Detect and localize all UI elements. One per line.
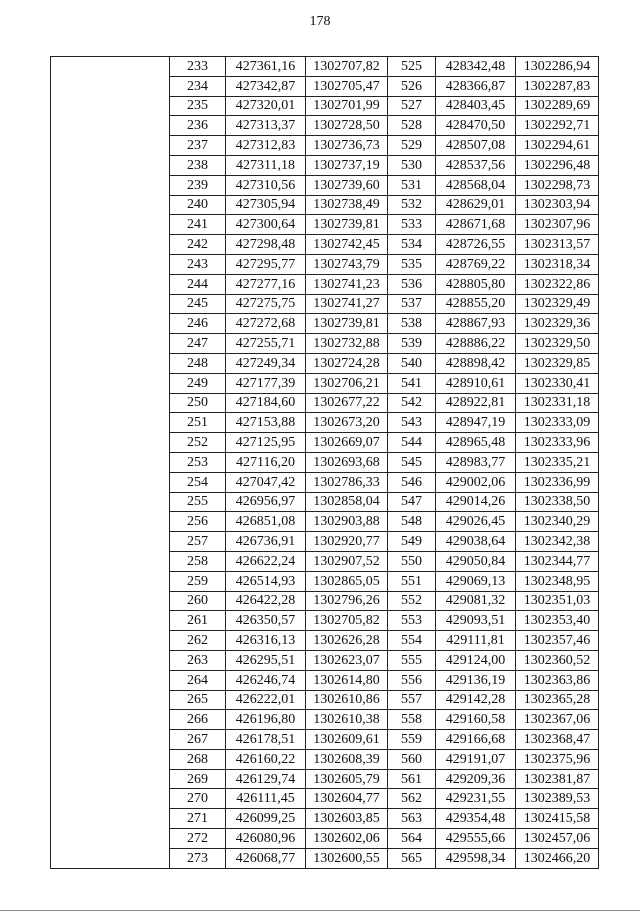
x-coordinate-cell: 427249,34 [226, 353, 306, 373]
y-coordinate-cell: 1302705,82 [306, 611, 388, 631]
y-coordinate-cell: 1302610,38 [306, 710, 388, 730]
y-coordinate-cell: 1302739,60 [306, 175, 388, 195]
x-coordinate-cell: 427177,39 [226, 373, 306, 393]
y-coordinate-cell: 1302340,29 [516, 512, 599, 532]
point-number-cell: 565 [388, 848, 436, 868]
x-coordinate-cell: 426514,93 [226, 571, 306, 591]
x-coordinate-cell: 427277,16 [226, 274, 306, 294]
x-coordinate-cell: 426246,74 [226, 670, 306, 690]
point-number-cell: 549 [388, 532, 436, 552]
y-coordinate-cell: 1302707,82 [306, 57, 388, 77]
y-coordinate-cell: 1302318,34 [516, 254, 599, 274]
x-coordinate-cell: 427298,48 [226, 235, 306, 255]
point-number-cell: 257 [170, 532, 226, 552]
x-coordinate-cell: 429354,48 [436, 809, 516, 829]
point-number-cell: 531 [388, 175, 436, 195]
x-coordinate-cell: 426316,13 [226, 631, 306, 651]
point-number-cell: 555 [388, 650, 436, 670]
y-coordinate-cell: 1302331,18 [516, 393, 599, 413]
y-coordinate-cell: 1302351,03 [516, 591, 599, 611]
y-coordinate-cell: 1302741,23 [306, 274, 388, 294]
point-number-cell: 239 [170, 175, 226, 195]
point-number-cell: 528 [388, 116, 436, 136]
y-coordinate-cell: 1302296,48 [516, 155, 599, 175]
point-number-cell: 260 [170, 591, 226, 611]
x-coordinate-cell: 427361,16 [226, 57, 306, 77]
point-number-cell: 564 [388, 829, 436, 849]
x-coordinate-cell: 427255,71 [226, 334, 306, 354]
y-coordinate-cell: 1302329,50 [516, 334, 599, 354]
x-coordinate-cell: 427272,68 [226, 314, 306, 334]
x-coordinate-cell: 429038,64 [436, 532, 516, 552]
point-number-cell: 247 [170, 334, 226, 354]
point-number-cell: 235 [170, 96, 226, 116]
coordinates-table [50, 56, 599, 869]
x-coordinate-cell: 429136,19 [436, 670, 516, 690]
x-coordinate-cell: 426851,08 [226, 512, 306, 532]
point-number-cell: 238 [170, 155, 226, 175]
point-number-cell: 241 [170, 215, 226, 235]
point-number-cell: 245 [170, 294, 226, 314]
point-number-cell: 272 [170, 829, 226, 849]
point-number-cell: 236 [170, 116, 226, 136]
x-coordinate-cell: 426178,51 [226, 730, 306, 750]
y-coordinate-cell: 1302738,49 [306, 195, 388, 215]
y-coordinate-cell: 1302728,50 [306, 116, 388, 136]
x-coordinate-cell: 427305,94 [226, 195, 306, 215]
y-coordinate-cell: 1302705,47 [306, 76, 388, 96]
y-coordinate-cell: 1302626,28 [306, 631, 388, 651]
y-coordinate-cell: 1302357,46 [516, 631, 599, 651]
y-coordinate-cell: 1302739,81 [306, 314, 388, 334]
y-coordinate-cell: 1302743,79 [306, 254, 388, 274]
x-coordinate-cell: 429231,55 [436, 789, 516, 809]
point-number-cell: 546 [388, 472, 436, 492]
point-number-cell: 556 [388, 670, 436, 690]
y-coordinate-cell: 1302903,88 [306, 512, 388, 532]
y-coordinate-cell: 1302298,73 [516, 175, 599, 195]
x-coordinate-cell: 429093,51 [436, 611, 516, 631]
x-coordinate-cell: 428470,50 [436, 116, 516, 136]
point-number-cell: 536 [388, 274, 436, 294]
x-coordinate-cell: 428805,80 [436, 274, 516, 294]
point-number-cell: 267 [170, 730, 226, 750]
y-coordinate-cell: 1302294,61 [516, 136, 599, 156]
x-coordinate-cell: 427310,56 [226, 175, 306, 195]
point-number-cell: 253 [170, 452, 226, 472]
x-coordinate-cell: 426196,80 [226, 710, 306, 730]
point-number-cell: 270 [170, 789, 226, 809]
point-number-cell: 541 [388, 373, 436, 393]
x-coordinate-cell: 428342,48 [436, 57, 516, 77]
point-number-cell: 263 [170, 650, 226, 670]
y-coordinate-cell: 1302457,06 [516, 829, 599, 849]
x-coordinate-cell: 426129,74 [226, 769, 306, 789]
x-coordinate-cell: 428769,22 [436, 254, 516, 274]
point-number-cell: 251 [170, 413, 226, 433]
point-number-cell: 560 [388, 749, 436, 769]
y-coordinate-cell: 1302342,38 [516, 532, 599, 552]
y-coordinate-cell: 1302313,57 [516, 235, 599, 255]
x-coordinate-cell: 426350,57 [226, 611, 306, 631]
y-coordinate-cell: 1302614,80 [306, 670, 388, 690]
point-number-cell: 543 [388, 413, 436, 433]
y-coordinate-cell: 1302368,47 [516, 730, 599, 750]
y-coordinate-cell: 1302415,58 [516, 809, 599, 829]
y-coordinate-cell: 1302603,85 [306, 809, 388, 829]
point-number-cell: 538 [388, 314, 436, 334]
point-number-cell: 242 [170, 235, 226, 255]
x-coordinate-cell: 426622,24 [226, 551, 306, 571]
x-coordinate-cell: 427295,77 [226, 254, 306, 274]
x-coordinate-cell: 429050,84 [436, 551, 516, 571]
x-coordinate-cell: 429142,28 [436, 690, 516, 710]
y-coordinate-cell: 1302329,49 [516, 294, 599, 314]
point-number-cell: 273 [170, 848, 226, 868]
x-coordinate-cell: 429160,58 [436, 710, 516, 730]
point-number-cell: 259 [170, 571, 226, 591]
x-coordinate-cell: 427153,88 [226, 413, 306, 433]
y-coordinate-cell: 1302608,39 [306, 749, 388, 769]
point-number-cell: 246 [170, 314, 226, 334]
y-coordinate-cell: 1302330,41 [516, 373, 599, 393]
y-coordinate-cell: 1302600,55 [306, 848, 388, 868]
point-number-cell: 554 [388, 631, 436, 651]
y-coordinate-cell: 1302623,07 [306, 650, 388, 670]
x-coordinate-cell: 427313,37 [226, 116, 306, 136]
point-number-cell: 553 [388, 611, 436, 631]
table-row [51, 57, 599, 77]
point-number-cell: 537 [388, 294, 436, 314]
blank-merged-cell [51, 57, 170, 869]
point-number-cell: 527 [388, 96, 436, 116]
point-number-cell: 563 [388, 809, 436, 829]
point-number-cell: 561 [388, 769, 436, 789]
x-coordinate-cell: 428366,87 [436, 76, 516, 96]
point-number-cell: 548 [388, 512, 436, 532]
y-coordinate-cell: 1302287,83 [516, 76, 599, 96]
x-coordinate-cell: 427342,87 [226, 76, 306, 96]
y-coordinate-cell: 1302289,69 [516, 96, 599, 116]
y-coordinate-cell: 1302677,22 [306, 393, 388, 413]
y-coordinate-cell: 1302858,04 [306, 492, 388, 512]
x-coordinate-cell: 427116,20 [226, 452, 306, 472]
point-number-cell: 269 [170, 769, 226, 789]
y-coordinate-cell: 1302307,96 [516, 215, 599, 235]
x-coordinate-cell: 429002,06 [436, 472, 516, 492]
x-coordinate-cell: 428855,20 [436, 294, 516, 314]
y-coordinate-cell: 1302338,50 [516, 492, 599, 512]
x-coordinate-cell: 429191,07 [436, 749, 516, 769]
y-coordinate-cell: 1302706,21 [306, 373, 388, 393]
x-coordinate-cell: 428403,45 [436, 96, 516, 116]
table-body [51, 57, 599, 869]
y-coordinate-cell: 1302303,94 [516, 195, 599, 215]
y-coordinate-cell: 1302365,28 [516, 690, 599, 710]
point-number-cell: 265 [170, 690, 226, 710]
x-coordinate-cell: 428910,61 [436, 373, 516, 393]
y-coordinate-cell: 1302381,87 [516, 769, 599, 789]
point-number-cell: 526 [388, 76, 436, 96]
point-number-cell: 261 [170, 611, 226, 631]
x-coordinate-cell: 429598,34 [436, 848, 516, 868]
x-coordinate-cell: 429014,26 [436, 492, 516, 512]
y-coordinate-cell: 1302360,52 [516, 650, 599, 670]
y-coordinate-cell: 1302907,52 [306, 551, 388, 571]
point-number-cell: 271 [170, 809, 226, 829]
y-coordinate-cell: 1302741,27 [306, 294, 388, 314]
point-number-cell: 544 [388, 433, 436, 453]
point-number-cell: 558 [388, 710, 436, 730]
point-number-cell: 545 [388, 452, 436, 472]
y-coordinate-cell: 1302322,86 [516, 274, 599, 294]
x-coordinate-cell: 427311,18 [226, 155, 306, 175]
y-coordinate-cell: 1302329,36 [516, 314, 599, 334]
x-coordinate-cell: 428537,56 [436, 155, 516, 175]
y-coordinate-cell: 1302336,99 [516, 472, 599, 492]
y-coordinate-cell: 1302466,20 [516, 848, 599, 868]
point-number-cell: 256 [170, 512, 226, 532]
y-coordinate-cell: 1302736,73 [306, 136, 388, 156]
point-number-cell: 533 [388, 215, 436, 235]
point-number-cell: 233 [170, 57, 226, 77]
y-coordinate-cell: 1302737,19 [306, 155, 388, 175]
y-coordinate-cell: 1302786,33 [306, 472, 388, 492]
x-coordinate-cell: 428898,42 [436, 353, 516, 373]
y-coordinate-cell: 1302602,06 [306, 829, 388, 849]
y-coordinate-cell: 1302732,88 [306, 334, 388, 354]
y-coordinate-cell: 1302348,95 [516, 571, 599, 591]
point-number-cell: 559 [388, 730, 436, 750]
x-coordinate-cell: 428507,08 [436, 136, 516, 156]
x-coordinate-cell: 427312,83 [226, 136, 306, 156]
x-coordinate-cell: 428965,48 [436, 433, 516, 453]
point-number-cell: 244 [170, 274, 226, 294]
x-coordinate-cell: 427300,64 [226, 215, 306, 235]
x-coordinate-cell: 428629,01 [436, 195, 516, 215]
x-coordinate-cell: 429026,45 [436, 512, 516, 532]
page-number: 178 [309, 14, 331, 29]
page-bottom-rule [0, 910, 640, 911]
x-coordinate-cell: 426422,28 [226, 591, 306, 611]
y-coordinate-cell: 1302353,40 [516, 611, 599, 631]
point-number-cell: 547 [388, 492, 436, 512]
y-coordinate-cell: 1302796,26 [306, 591, 388, 611]
y-coordinate-cell: 1302724,28 [306, 353, 388, 373]
point-number-cell: 530 [388, 155, 436, 175]
y-coordinate-cell: 1302742,45 [306, 235, 388, 255]
x-coordinate-cell: 429069,13 [436, 571, 516, 591]
y-coordinate-cell: 1302701,99 [306, 96, 388, 116]
y-coordinate-cell: 1302333,09 [516, 413, 599, 433]
y-coordinate-cell: 1302375,96 [516, 749, 599, 769]
x-coordinate-cell: 426160,22 [226, 749, 306, 769]
y-coordinate-cell: 1302609,61 [306, 730, 388, 750]
y-coordinate-cell: 1302693,68 [306, 452, 388, 472]
point-number-cell: 557 [388, 690, 436, 710]
point-number-cell: 240 [170, 195, 226, 215]
x-coordinate-cell: 429124,00 [436, 650, 516, 670]
point-number-cell: 529 [388, 136, 436, 156]
x-coordinate-cell: 426111,45 [226, 789, 306, 809]
point-number-cell: 255 [170, 492, 226, 512]
x-coordinate-cell: 429209,36 [436, 769, 516, 789]
y-coordinate-cell: 1302286,94 [516, 57, 599, 77]
x-coordinate-cell: 426080,96 [226, 829, 306, 849]
x-coordinate-cell: 426099,25 [226, 809, 306, 829]
point-number-cell: 266 [170, 710, 226, 730]
x-coordinate-cell: 428671,68 [436, 215, 516, 235]
y-coordinate-cell: 1302335,21 [516, 452, 599, 472]
point-number-cell: 535 [388, 254, 436, 274]
point-number-cell: 249 [170, 373, 226, 393]
point-number-cell: 550 [388, 551, 436, 571]
x-coordinate-cell: 426295,51 [226, 650, 306, 670]
point-number-cell: 539 [388, 334, 436, 354]
y-coordinate-cell: 1302604,77 [306, 789, 388, 809]
x-coordinate-cell: 428886,22 [436, 334, 516, 354]
point-number-cell: 268 [170, 749, 226, 769]
x-coordinate-cell: 428726,55 [436, 235, 516, 255]
y-coordinate-cell: 1302389,53 [516, 789, 599, 809]
y-coordinate-cell: 1302739,81 [306, 215, 388, 235]
y-coordinate-cell: 1302344,77 [516, 551, 599, 571]
x-coordinate-cell: 427275,75 [226, 294, 306, 314]
point-number-cell: 243 [170, 254, 226, 274]
point-number-cell: 254 [170, 472, 226, 492]
x-coordinate-cell: 427047,42 [226, 472, 306, 492]
y-coordinate-cell: 1302363,86 [516, 670, 599, 690]
point-number-cell: 525 [388, 57, 436, 77]
x-coordinate-cell: 428983,77 [436, 452, 516, 472]
point-number-cell: 551 [388, 571, 436, 591]
y-coordinate-cell: 1302610,86 [306, 690, 388, 710]
x-coordinate-cell: 429166,68 [436, 730, 516, 750]
x-coordinate-cell: 426736,91 [226, 532, 306, 552]
point-number-cell: 540 [388, 353, 436, 373]
y-coordinate-cell: 1302292,71 [516, 116, 599, 136]
point-number-cell: 552 [388, 591, 436, 611]
x-coordinate-cell: 427320,01 [226, 96, 306, 116]
y-coordinate-cell: 1302865,05 [306, 571, 388, 591]
point-number-cell: 258 [170, 551, 226, 571]
x-coordinate-cell: 429111,81 [436, 631, 516, 651]
point-number-cell: 262 [170, 631, 226, 651]
y-coordinate-cell: 1302673,20 [306, 413, 388, 433]
point-number-cell: 250 [170, 393, 226, 413]
x-coordinate-cell: 426222,01 [226, 690, 306, 710]
point-number-cell: 252 [170, 433, 226, 453]
x-coordinate-cell: 428568,04 [436, 175, 516, 195]
point-number-cell: 264 [170, 670, 226, 690]
x-coordinate-cell: 429555,66 [436, 829, 516, 849]
y-coordinate-cell: 1302920,77 [306, 532, 388, 552]
x-coordinate-cell: 427184,60 [226, 393, 306, 413]
x-coordinate-cell: 426068,77 [226, 848, 306, 868]
y-coordinate-cell: 1302605,79 [306, 769, 388, 789]
x-coordinate-cell: 428867,93 [436, 314, 516, 334]
y-coordinate-cell: 1302669,07 [306, 433, 388, 453]
point-number-cell: 532 [388, 195, 436, 215]
x-coordinate-cell: 427125,95 [226, 433, 306, 453]
point-number-cell: 542 [388, 393, 436, 413]
point-number-cell: 534 [388, 235, 436, 255]
y-coordinate-cell: 1302333,96 [516, 433, 599, 453]
y-coordinate-cell: 1302329,85 [516, 353, 599, 373]
y-coordinate-cell: 1302367,06 [516, 710, 599, 730]
point-number-cell: 562 [388, 789, 436, 809]
point-number-cell: 248 [170, 353, 226, 373]
point-number-cell: 237 [170, 136, 226, 156]
x-coordinate-cell: 426956,97 [226, 492, 306, 512]
x-coordinate-cell: 428947,19 [436, 413, 516, 433]
point-number-cell: 234 [170, 76, 226, 96]
x-coordinate-cell: 429081,32 [436, 591, 516, 611]
x-coordinate-cell: 428922,81 [436, 393, 516, 413]
